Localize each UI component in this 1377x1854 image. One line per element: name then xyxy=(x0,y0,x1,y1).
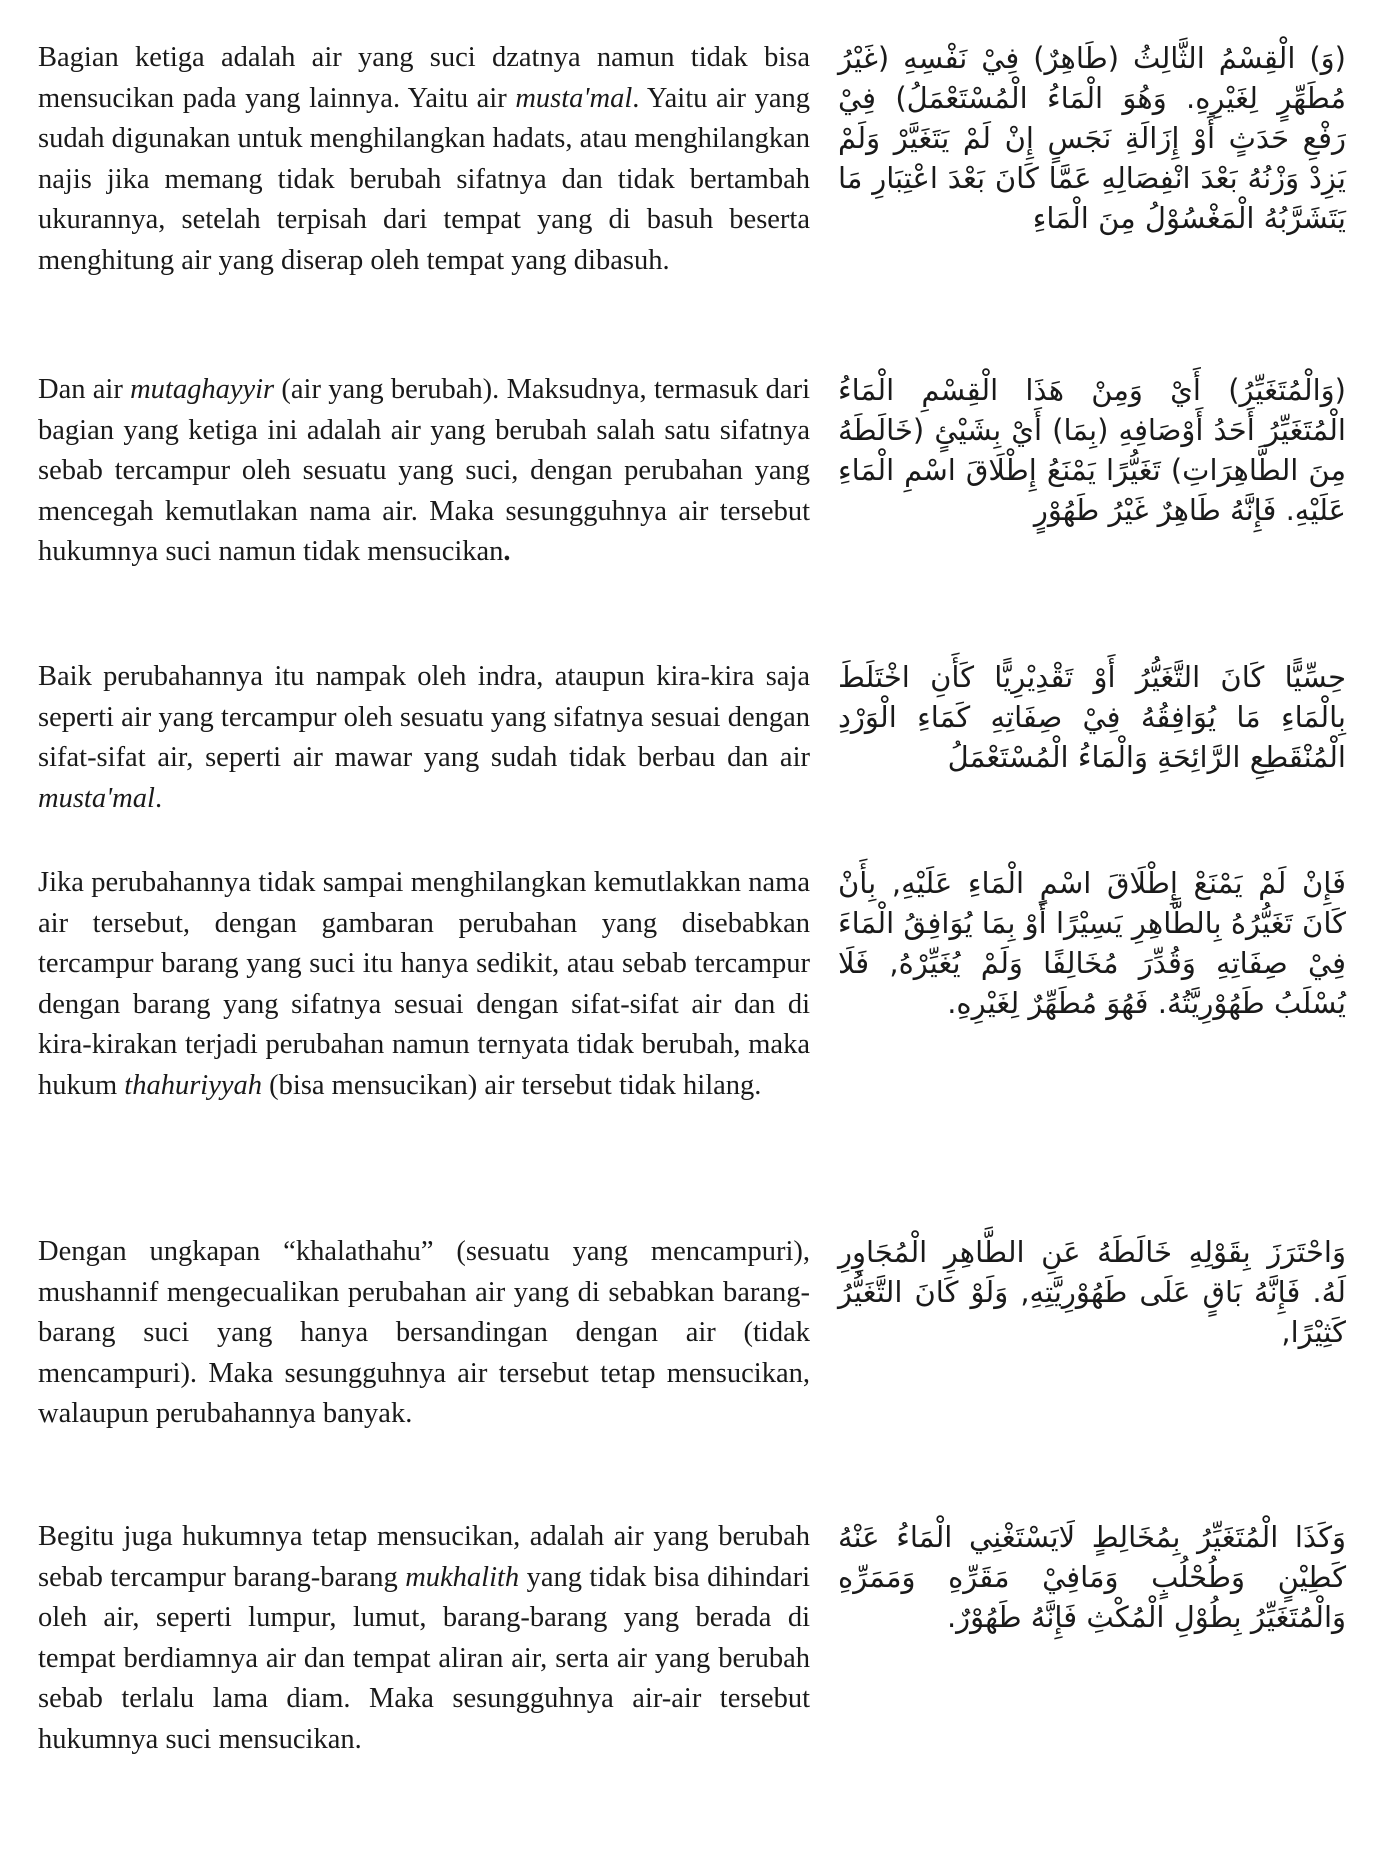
italic-term: thahuriyyah xyxy=(124,1069,263,1101)
arabic-source-paragraph: وَاحْتَرَزَ بِقَوْلِهِ خَالَطَهُ عَنِ الطَّاهِرِ الْمُجَاوِرِ لَهُ. فَإِنَّهُ بَاقٍ عَلَى طَهُوْرِيَّتِهِ, وَلَوْ كَانَ التَّغَيُّرُ كَثِيْرًا, xyxy=(838,1235,1346,1349)
translation-text: Bagian ketiga adalah air yang suci dzatnya namun tidak bisa mensucikan pada yang lainnya. Yaitu air xyxy=(38,42,810,114)
arabic-source-paragraph: فَإِنْ لَمْ يَمْنَعْ إِطْلَاقَ اسْمِ الْمَاءِ عَلَيْهِ, بِأَنْ كَانَ تَغَيُّرُهُ بِالطَّاهِرِ يَسِيْرًا أَوْ بِمَا يُوَافِقُ الْمَاءَ فِيْ صِفَاتِهِ وَقُدِّرَ مُخَالِفًا وَلَمْ يُغَيِّرْهُ, فَلَا يُسْلَبُ طَهُوْرِيَّتُهُ. فَهُوَ مُطَهِّرٌ لِغَيْرِهِ. xyxy=(838,866,1346,1020)
translation-text: yang tidak bisa dihindari oleh air, seperti lumpur, lumut, barang-barang yang berada di tempat berdiamnya air dan tempat aliran air, serta air yang berubah sebab terlalu lama diam. Maka sesungguhnya air-air tersebut hukumnya suci mensucikan. xyxy=(38,1561,810,1755)
translation-text: . Yaitu air yang sudah digunakan untuk menghilangkan hadats, atau menghilangkan najis jika memang tidak berubah sifatnya dan tidak bertambah ukurannya, setelah terpisah dari tempat yang di basuh beserta menghitung air yang diserap oleh tempat yang dibasuh. xyxy=(38,82,810,276)
translation-text: . xyxy=(154,782,163,814)
translation-paragraph xyxy=(38,1232,810,1435)
translation-text: (air yang berubah). Maksudnya, termasuk dari bagian yang ketiga ini adalah air yang berubah salah satu sifatnya sebab tercampur oleh sesuatu yang suci, dengan perubahan yang mencegah kemutlakan nama air. Maka sesungguhnya air tersebut hukumnya suci namun tidak mensucikan xyxy=(38,374,810,567)
arabic-source-paragraph: (وَ) الْقِسْمُ الثَّالِثُ (طَاهِرٌ) فِيْ نَفْسِهِ (غَيْرُ مُطَهِّرٍ لِغَيْرِهِ. وَهُوَ الْمَاءُ الْمُسْتَعْمَلُ) فِيْ رَفْعِ حَدَثٍ أَوْ إِزَالَةِ نَجَسٍ إِنْ لَمْ يَتَغَيَّرْ وَلَمْ يَزِدْ وَزْنُهُ بَعْدَ انْفِصَالِهِ عَمَّا كَانَ بَعْدَ اعْتِبَارِ مَا يَتَشَرَّبُهُ الْمَغْسُوْلُ مِنَ الْمَاءِ xyxy=(838,41,1346,235)
italic-term: musta'mal xyxy=(515,82,633,114)
translation-paragraph xyxy=(38,657,810,819)
translation-paragraph xyxy=(38,370,810,573)
arabic-source-paragraph: حِسِّيًّا كَانَ التَّغَيُّرُ أَوْ تَقْدِيْرِيًّا كَأَنِ اخْتَلَطَ بِالْمَاءِ مَا يُوَافِقُهُ فِيْ صِفَاتِهِ كَمَاءِ الْوَرْدِ الْمُنْقَطِعِ الرَّائِحَةِ وَالْمَاءُ الْمُسْتَعْمَلُ xyxy=(838,660,1346,774)
italic-term: musta'mal xyxy=(38,782,155,814)
translation-paragraph xyxy=(38,863,810,1106)
translation-text: Jika perubahannya tidak sampai menghilangkan kemutlakkan nama air tersebut, dengan gambaran perubahan yang disebabkan tercampur barang yang suci itu hanya sedikit, atau sebab tercampur dengan barang yang sifatnya sesuai dengan sifat-sifat air dan di kira-kirakan terjadi perubahan namun ternyata tidak berubah, maka hukum xyxy=(38,867,810,1101)
italic-term: mutaghayyir xyxy=(130,374,275,405)
translation-text: Begitu juga hukumnya tetap mensucikan, adalah air yang berubah sebab tercampur barang-barang xyxy=(38,1521,810,1593)
bold-period: . xyxy=(503,536,511,567)
translation-text: Baik perubahannya itu nampak oleh indra, ataupun kira-kira saja seperti air yang tercampur oleh sesuatu yang sifatnya sesuai dengan sifat-sifat air, seperti air mawar yang sudah tidak berbau dan air xyxy=(38,661,810,773)
italic-term: mukhalith xyxy=(405,1561,520,1593)
translation-text: (bisa mensucikan) air tersebut tidak hilang. xyxy=(262,1069,762,1101)
translation-paragraph xyxy=(38,38,810,281)
translation-text: Dan air xyxy=(38,374,131,405)
arabic-source-paragraph: وَكَذَا الْمُتَغَيِّرُ بِمُخَالِطٍ لَايَسْتَغْنِي الْمَاءُ عَنْهُ كَطِيْنٍ وَطُحْلُبٍ وَمَافِيْ مَقَرِّهِ وَمَمَرِّهِ وَالْمُتَغَيِّرُ بِطُوْلِ الْمُكْثِ فَإِنَّهُ طَهُوْرٌ. xyxy=(838,1520,1346,1634)
arabic-source-paragraph: (وَالْمُتَغَيِّرُ) أَيْ وَمِنْ هَذَا الْقِسْمِ الْمَاءُ الْمُتَغَيِّرُ أَحَدُ أَوْصَافِهِ (بِمَا) أَيْ بِشَيْئٍ (خَالَطَهُ مِنَ الطَّاهِرَاتِ) تَغَيُّرًا يَمْنَعُ إِطْلَاقَ اسْمِ الْمَاءِ عَلَيْهِ. فَإِنَّهُ طَاهِرٌ غَيْرُ طَهُوْرٍ xyxy=(838,373,1346,527)
translation-paragraph xyxy=(38,1517,810,1760)
translation-text: Dengan ungkapan “khalathahu” (sesuatu yang mencampuri), mushannif mengecualikan perubahan air yang di sebabkan barang-barang suci yang hanya bersandingan dengan air (tidak mencampuri). Maka sesungguhnya air tersebut tetap mensucikan, walaupun perubahannya banyak. xyxy=(38,1236,810,1429)
